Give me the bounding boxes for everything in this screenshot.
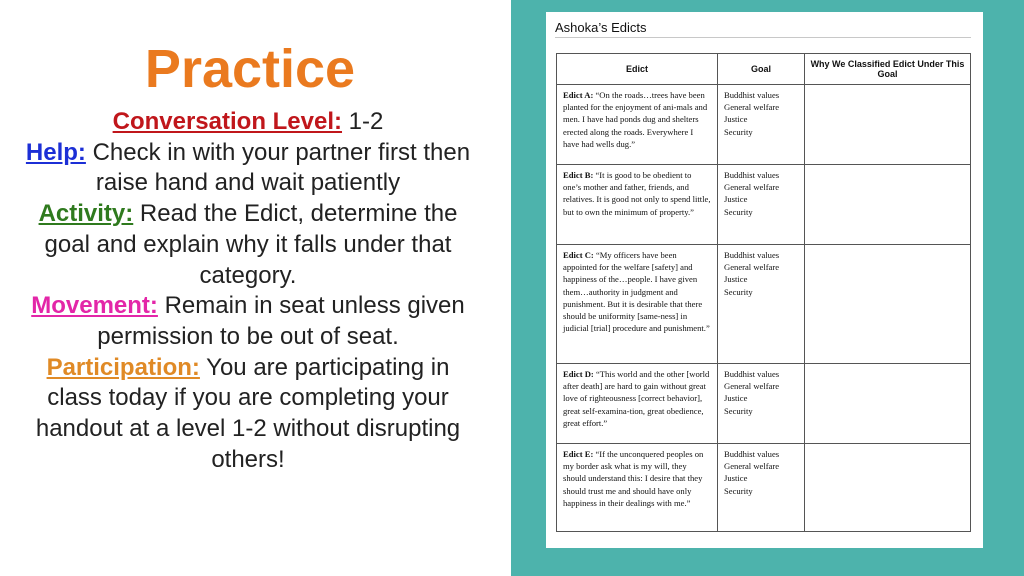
goal-option: Buddhist values xyxy=(724,369,780,379)
goal-option: Buddhist values xyxy=(724,90,780,100)
edict-cell xyxy=(557,444,718,532)
rule-activity-key: Activity: xyxy=(38,200,134,228)
edict-text: “If the unconquered peoples on my border ask what is my will, they should understand this: I desire that they should trust me and should have only happiness in their dealings with me.” xyxy=(563,449,704,508)
why-answer-cell[interactable] xyxy=(805,245,971,364)
goal-option: Justice xyxy=(724,114,748,125)
edict-label: Edict E: xyxy=(563,449,594,459)
rule-help-key: Help: xyxy=(25,138,86,166)
header-why: Why We Classified Edict Under This Goal xyxy=(805,54,971,85)
goal-option: Justice xyxy=(724,473,748,484)
rule-help xyxy=(26,139,470,197)
goal-option: General welfare xyxy=(724,461,780,472)
goal-cell xyxy=(718,364,805,444)
handout-title-rule xyxy=(555,37,971,38)
edict-cell xyxy=(557,85,718,165)
rule-participation-key: Participation: xyxy=(46,353,200,381)
goal-option: Buddhist values xyxy=(724,449,780,459)
slide-title: Practice xyxy=(144,39,356,99)
goal-cell xyxy=(718,165,805,245)
goal-option: Justice xyxy=(724,194,748,205)
goal-option: Security xyxy=(724,126,753,137)
rule-movement xyxy=(31,292,465,350)
table-row xyxy=(557,245,971,364)
rule-conversation-text: 1-2 xyxy=(342,108,384,135)
rule-activity-text: Read the Edict, determine the goal and explain why it falls under that category. xyxy=(44,200,458,289)
edicts-table xyxy=(556,53,971,532)
edict-text: “On the roads…trees have been planted for the enjoyment of ani-mals and men. I have had ponds dug and shelters erected along the roads. Everywhere I have had wells dug.” xyxy=(563,90,708,149)
edict-cell xyxy=(557,165,718,245)
edict-cell xyxy=(557,364,718,444)
rule-participation-text: You are participating in class today if you are completing your handout at a level 1-2 without disrupting others! xyxy=(35,353,461,473)
rule-participation xyxy=(36,354,460,473)
goal-option: General welfare xyxy=(724,381,780,392)
edict-label: Edict C: xyxy=(563,250,594,260)
header-edict: Edict xyxy=(557,54,718,85)
goal-option: Justice xyxy=(724,393,748,404)
rule-conversation xyxy=(113,108,384,135)
table-row xyxy=(557,85,971,165)
edict-text: “My officers have been appointed for the welfare [safety] and happiness of the…people. I have given them…authority in judgment and punishment. But it is desirable that there should be uniformity [same-ness] in judicial [trial] procedure and punishment.” xyxy=(563,250,710,334)
goal-option: Security xyxy=(724,485,753,496)
rule-help-text: Check in with your partner first then raise hand and wait patiently xyxy=(85,138,471,197)
why-answer-cell[interactable] xyxy=(805,165,971,245)
goal-option: Justice xyxy=(724,274,748,285)
goal-cell xyxy=(718,85,805,165)
handout-sheet xyxy=(546,12,983,548)
rule-activity xyxy=(39,200,458,288)
edict-label: Edict B: xyxy=(563,170,594,180)
table-row xyxy=(557,444,971,532)
table-row xyxy=(557,364,971,444)
rule-movement-text: Remain in seat unless given permission to be out of seat. xyxy=(97,292,465,350)
edict-cell xyxy=(557,245,718,364)
goal-option: Security xyxy=(724,206,753,217)
table-header-row xyxy=(557,54,971,85)
rule-movement-key: Movement: xyxy=(31,292,158,320)
edict-label: Edict A: xyxy=(563,90,594,100)
goal-option: General welfare xyxy=(724,102,780,113)
table-row xyxy=(557,165,971,245)
header-goal: Goal xyxy=(718,54,805,85)
goal-option: Security xyxy=(724,405,753,416)
rule-conversation-key: Conversation Level: xyxy=(112,108,343,135)
goal-option: Security xyxy=(724,286,753,297)
why-answer-cell[interactable] xyxy=(805,364,971,444)
goal-option: Buddhist values xyxy=(724,250,780,260)
goal-option: General welfare xyxy=(724,182,780,193)
slide-left-column xyxy=(0,0,500,576)
edict-text: “This world and the other [world after death] are hard to gain without great love of righteousness [correct behavior], great self-examina-tion, great obedience, great effort.” xyxy=(563,369,710,428)
edict-label: Edict D: xyxy=(563,369,594,379)
goal-option: General welfare xyxy=(724,262,780,273)
rules-block xyxy=(22,107,474,475)
goal-cell xyxy=(718,245,805,364)
goal-option: Buddhist values xyxy=(724,170,780,180)
edict-text: “It is good to be obedient to one’s mother and father, friends, and relatives. It is good not only to spend little, but to own the minimum of property.” xyxy=(563,170,711,217)
why-answer-cell[interactable] xyxy=(805,85,971,165)
goal-cell xyxy=(718,444,805,532)
handout-title: Ashoka’s Edicts xyxy=(555,20,647,35)
why-answer-cell[interactable] xyxy=(805,444,971,532)
